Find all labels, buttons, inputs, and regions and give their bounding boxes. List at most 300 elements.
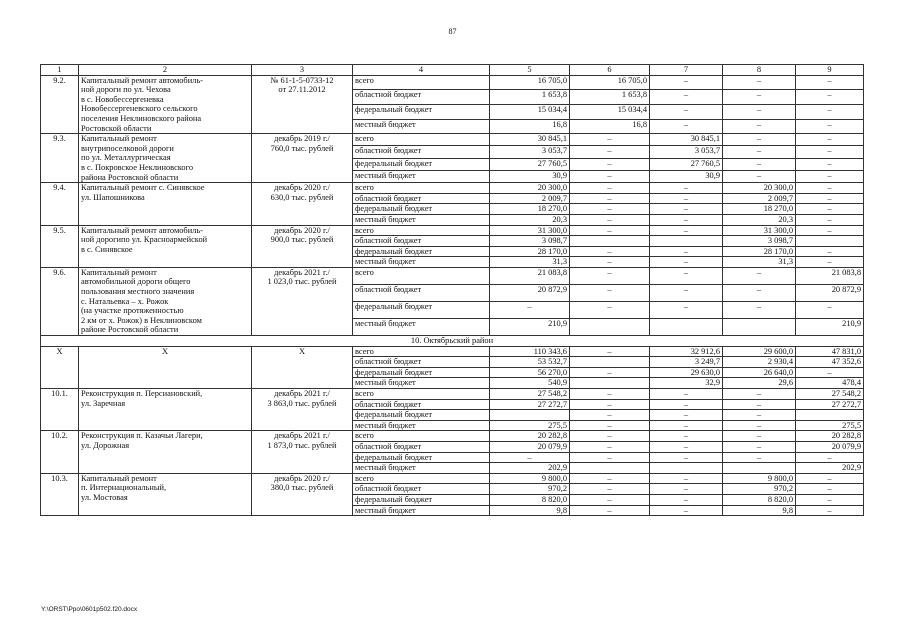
amount-cell: –	[650, 301, 723, 318]
funding-source: областной бюджет	[353, 146, 490, 158]
amount-cell: –	[650, 284, 723, 301]
amount-cell: –	[723, 170, 796, 182]
item-document-line: декабрь 2020 г./	[274, 225, 330, 235]
amount-cell: 30,9	[650, 170, 723, 182]
amount-cell: –	[796, 204, 864, 215]
amount-cell: 20 300,0	[490, 183, 570, 194]
funding-source: местный бюджет	[353, 170, 490, 182]
funding-source: местный бюджет	[353, 505, 490, 516]
amount-cell: 9,8	[490, 505, 570, 516]
amount-cell: 9 800,0	[490, 473, 570, 484]
amount-cell: –	[723, 158, 796, 170]
item-name-line: Капитальный ремонт	[81, 134, 157, 144]
amount-cell: –	[570, 267, 650, 284]
amount-cell: –	[650, 431, 723, 442]
item-document	[252, 225, 353, 267]
amount-cell: 16,8	[570, 119, 650, 134]
item-name	[79, 267, 252, 335]
amount-cell: 27 272,7	[796, 399, 864, 410]
amount-cell: 275,5	[796, 420, 864, 431]
amount-cell: –	[650, 473, 723, 484]
amount-cell: 32 912,6	[650, 346, 723, 357]
item-number: 9.4.	[41, 183, 79, 225]
amount-cell: –	[570, 301, 650, 318]
funding-source: областной бюджет	[353, 484, 490, 495]
amount-cell: –	[650, 183, 723, 194]
amount-cell: –	[570, 246, 650, 257]
amount-cell: 20 300,0	[723, 183, 796, 194]
funding-source: областной бюджет	[353, 357, 490, 368]
table-row	[41, 267, 864, 284]
item-document-line: № 61-1-5-0733-12	[270, 75, 334, 85]
amount-cell: 20 079,9	[490, 441, 570, 452]
amount-cell: –	[650, 204, 723, 215]
amount-cell: –	[650, 505, 723, 516]
amount-cell: –	[490, 301, 570, 318]
amount-cell	[650, 236, 723, 247]
table-row	[41, 473, 864, 484]
item-name-line: с. Натальевка – х. Рожок	[81, 296, 169, 306]
item-name-line: в с. Новобессергеневка	[81, 94, 164, 104]
funding-source: областной бюджет	[353, 193, 490, 204]
item-name-line: пользования местного значения	[81, 287, 195, 297]
amount-cell	[796, 236, 864, 247]
amount-cell: –	[796, 170, 864, 182]
amount-cell: 31 300,0	[490, 225, 570, 236]
amount-cell	[650, 318, 723, 335]
item-document-line: декабрь 2021 г./	[274, 431, 330, 441]
funding-source: всего	[353, 267, 490, 284]
amount-cell: –	[723, 146, 796, 158]
amount-cell: –	[570, 183, 650, 194]
amount-cell: –	[650, 267, 723, 284]
amount-cell: 2 009,7	[723, 193, 796, 204]
amount-cell: –	[650, 90, 723, 105]
funding-source: местный бюджет	[353, 214, 490, 225]
amount-cell: –	[570, 214, 650, 225]
amount-cell: –	[570, 389, 650, 400]
amount-cell: –	[650, 484, 723, 495]
amount-cell: –	[570, 484, 650, 495]
amount-cell: 110 343,6	[490, 346, 570, 357]
amount-cell: –	[723, 267, 796, 284]
amount-cell: –	[723, 104, 796, 119]
amount-cell: 1 653,8	[490, 90, 570, 105]
table-row	[41, 389, 864, 400]
amount-cell: 53 532,7	[490, 357, 570, 368]
item-name-line: Капитальный ремонт автомобиль-	[81, 75, 203, 85]
funding-source: областной бюджет	[353, 284, 490, 301]
amount-cell: –	[796, 146, 864, 158]
funding-source: местный бюджет	[353, 378, 490, 389]
amount-cell: –	[796, 183, 864, 194]
amount-cell: –	[570, 494, 650, 505]
item-document-line: декабрь 2020 г./	[274, 183, 330, 193]
amount-cell: 20 282,8	[796, 431, 864, 442]
amount-cell: 210,9	[490, 318, 570, 335]
item-name-line: Капитальный ремонт	[81, 473, 157, 483]
column-number-cell: 8	[723, 65, 796, 76]
amount-cell: –	[796, 494, 864, 505]
funding-source: местный бюджет	[353, 463, 490, 474]
amount-cell: –	[570, 204, 650, 215]
amount-cell: 29,6	[723, 378, 796, 389]
amount-cell: 27 272,7	[490, 399, 570, 410]
amount-cell: –	[570, 158, 650, 170]
funding-source: федеральный бюджет	[353, 494, 490, 505]
funding-source: областной бюджет	[353, 236, 490, 247]
item-number: 9.3.	[41, 134, 79, 183]
item-document-line: 630,0 тыс. рублей	[270, 192, 334, 202]
item-number: 10.2.	[41, 431, 79, 473]
amount-cell: 2 930,4	[723, 357, 796, 368]
item-name-line: 2 км от х. Рожок) в Неклиновском	[81, 315, 202, 325]
item-name	[79, 225, 252, 267]
amount-cell: –	[723, 452, 796, 463]
item-name-line: в с. Покровское Неклиновского	[81, 162, 194, 172]
amount-cell: –	[650, 225, 723, 236]
amount-cell: 31,3	[490, 257, 570, 268]
table-row	[41, 75, 864, 90]
amount-cell: –	[796, 193, 864, 204]
amount-cell: 27 760,5	[490, 158, 570, 170]
item-number: 9.5.	[41, 225, 79, 267]
amount-cell: –	[650, 420, 723, 431]
item-name	[79, 75, 252, 134]
funding-source: всего	[353, 389, 490, 400]
amount-cell: 9 800,0	[723, 473, 796, 484]
amount-cell: 21 083,8	[490, 267, 570, 284]
column-number-cell: 4	[353, 65, 490, 76]
amount-cell: –	[570, 134, 650, 146]
amount-cell	[723, 463, 796, 474]
column-number-cell: 3	[252, 65, 353, 76]
funding-source: всего	[353, 75, 490, 90]
amount-cell: –	[570, 399, 650, 410]
amount-cell: 20 872,9	[490, 284, 570, 301]
item-name-line: (на участке протяженностью	[81, 306, 184, 316]
amount-cell: –	[650, 104, 723, 119]
amount-cell: 20 872,9	[796, 284, 864, 301]
item-document	[252, 134, 353, 183]
amount-cell: 16 705,0	[570, 75, 650, 90]
amount-cell: –	[723, 441, 796, 452]
item-name-line: Ростовской области	[81, 123, 152, 133]
item-document	[252, 75, 353, 134]
item-name-line: Новобессергеневского сельского	[81, 104, 198, 114]
amount-cell: 275,5	[490, 420, 570, 431]
amount-cell: 202,9	[796, 463, 864, 474]
funding-source: всего	[353, 134, 490, 146]
amount-cell: –	[570, 170, 650, 182]
amount-cell: 3 053,7	[490, 146, 570, 158]
table-row	[41, 346, 864, 357]
item-number: 9.6.	[41, 267, 79, 335]
amount-cell: 29 630,0	[650, 367, 723, 378]
amount-cell: 16,8	[490, 119, 570, 134]
amount-cell: 970,2	[723, 484, 796, 495]
item-name	[79, 473, 252, 515]
amount-cell: –	[570, 193, 650, 204]
amount-cell: –	[796, 505, 864, 516]
funding-source: всего	[353, 431, 490, 442]
amount-cell: 20,3	[490, 214, 570, 225]
amount-cell: –	[723, 399, 796, 410]
item-name-line: ул. Заречная	[81, 398, 126, 408]
amount-cell: –	[650, 246, 723, 257]
item-number: 10.3.	[41, 473, 79, 515]
item-name-line: Капитальный ремонт	[81, 267, 157, 277]
amount-cell: –	[723, 75, 796, 90]
column-number-row	[41, 65, 864, 76]
amount-cell: 970,2	[490, 484, 570, 495]
amount-cell: –	[650, 410, 723, 421]
funding-source: федеральный бюджет	[353, 410, 490, 421]
amount-cell: –	[650, 119, 723, 134]
amount-cell: –	[570, 473, 650, 484]
amount-cell: –	[650, 75, 723, 90]
amount-cell: –	[570, 420, 650, 431]
item-document	[252, 473, 353, 515]
item-name-line: ул. Дорожная	[81, 440, 130, 450]
page-number: 87	[448, 27, 457, 36]
funding-source: федеральный бюджет	[353, 104, 490, 119]
item-name-line: Реконструкция п. Персиановский,	[81, 389, 203, 398]
amount-cell: –	[490, 452, 570, 463]
item-document	[252, 431, 353, 473]
column-number-cell: 9	[796, 65, 864, 76]
item-name-line: Капитальный ремонт с. Синявское	[81, 183, 205, 193]
amount-cell: –	[723, 119, 796, 134]
amount-cell: 2 009,7	[490, 193, 570, 204]
amount-cell: –	[796, 214, 864, 225]
amount-cell: –	[723, 134, 796, 146]
amount-cell: –	[796, 90, 864, 105]
amount-cell: 210,9	[796, 318, 864, 335]
amount-cell: –	[570, 367, 650, 378]
amount-cell: –	[723, 389, 796, 400]
amount-cell: –	[796, 301, 864, 318]
item-document-line: 900,0 тыс. рублей	[270, 235, 334, 245]
item-name-line: ул. Шапошникова	[81, 192, 145, 202]
funding-source: федеральный бюджет	[353, 246, 490, 257]
item-name-line: п. Интернациональный,	[81, 483, 167, 493]
table-row	[41, 183, 864, 194]
amount-cell: –	[723, 284, 796, 301]
amount-cell: 32,9	[650, 378, 723, 389]
item-number: Х	[41, 346, 79, 388]
item-document-line: 380,0 тыс. рублей	[270, 483, 334, 493]
item-document-line: декабрь 2021 г./	[274, 267, 330, 277]
region-row	[41, 336, 864, 347]
amount-cell: 31,3	[723, 257, 796, 268]
amount-cell	[570, 236, 650, 247]
item-document	[252, 267, 353, 335]
item-number: 10.1.	[41, 389, 79, 431]
column-number-cell: 2	[79, 65, 252, 76]
amount-cell: 21 083,8	[796, 267, 864, 284]
amount-cell	[570, 463, 650, 474]
amount-cell: 202,9	[490, 463, 570, 474]
amount-cell	[723, 318, 796, 335]
amount-cell: 47 831,0	[796, 346, 864, 357]
amount-cell: –	[650, 214, 723, 225]
amount-cell	[490, 410, 570, 421]
amount-cell: –	[650, 399, 723, 410]
amount-cell: –	[723, 420, 796, 431]
amount-cell: 27 548,2	[796, 389, 864, 400]
amount-cell	[650, 463, 723, 474]
amount-cell: 15 034,4	[490, 104, 570, 119]
amount-cell: 20,3	[723, 214, 796, 225]
funding-source: федеральный бюджет	[353, 204, 490, 215]
amount-cell: –	[650, 257, 723, 268]
item-name-line: внутрипоселковой дороги	[81, 143, 174, 153]
amount-cell	[570, 318, 650, 335]
amount-cell: –	[570, 452, 650, 463]
amount-cell: –	[796, 484, 864, 495]
table-row	[41, 134, 864, 146]
funding-source: областной бюджет	[353, 441, 490, 452]
amount-cell: 31 300,0	[723, 225, 796, 236]
item-name	[79, 346, 252, 388]
column-number-cell: 5	[490, 65, 570, 76]
amount-cell: –	[723, 410, 796, 421]
item-document-line: 3 863,0 тыс. рублей	[267, 398, 337, 408]
column-number-cell: 1	[41, 65, 79, 76]
funding-source: всего	[353, 346, 490, 357]
amount-cell: 30 845,1	[650, 134, 723, 146]
amount-cell: –	[570, 505, 650, 516]
item-name	[79, 183, 252, 225]
amount-cell: –	[570, 410, 650, 421]
amount-cell: –	[570, 431, 650, 442]
region-title: 10. Октябрьский район	[41, 336, 864, 347]
amount-cell: 28 170,0	[723, 246, 796, 257]
item-name-line: Капитальный ремонт автомобиль-	[81, 225, 203, 235]
amount-cell	[570, 357, 650, 368]
amount-cell: –	[650, 389, 723, 400]
amount-cell	[796, 410, 864, 421]
amount-cell: 28 170,0	[490, 246, 570, 257]
table-row	[41, 431, 864, 442]
item-document-line: декабрь 2021 г./	[274, 389, 330, 398]
amount-cell: –	[650, 441, 723, 452]
amount-cell: 3 249,7	[650, 357, 723, 368]
item-document	[252, 346, 353, 388]
item-document-line: Х	[298, 346, 306, 356]
amount-cell: 27 548,2	[490, 389, 570, 400]
amount-cell: 29 600,0	[723, 346, 796, 357]
amount-cell: –	[723, 90, 796, 105]
amount-cell: 478,4	[796, 378, 864, 389]
amount-cell: –	[650, 452, 723, 463]
item-name-line: поселения Неклиновского района	[81, 113, 202, 123]
budget-table	[40, 64, 864, 516]
amount-cell: –	[796, 246, 864, 257]
funding-source: федеральный бюджет	[353, 301, 490, 318]
amount-cell: –	[796, 75, 864, 90]
item-name-line: по ул. Металлургическая	[81, 153, 171, 163]
item-name-line: района Ростовской области	[81, 172, 179, 182]
amount-cell: 27 760,5	[650, 158, 723, 170]
item-document-line: 760,0 тыс. рублей	[270, 143, 334, 153]
item-document	[252, 389, 353, 431]
amount-cell: 18 270,0	[723, 204, 796, 215]
item-number: 9.2.	[41, 75, 79, 134]
funding-source: всего	[353, 225, 490, 236]
amount-cell: 26 640,0	[723, 367, 796, 378]
amount-cell: –	[650, 193, 723, 204]
item-document-line: декабрь 2019 г./	[274, 134, 330, 144]
item-name-line: Х	[161, 346, 169, 356]
amount-cell: –	[723, 431, 796, 442]
funding-source: всего	[353, 473, 490, 484]
amount-cell: –	[796, 119, 864, 134]
funding-source: местный бюджет	[353, 318, 490, 335]
column-number-cell: 7	[650, 65, 723, 76]
table-row	[41, 225, 864, 236]
amount-cell: 540,9	[490, 378, 570, 389]
item-name-line: Реконструкция п. Казачьи Лагери,	[81, 431, 203, 441]
amount-cell: 1 653,8	[570, 90, 650, 105]
amount-cell: 3 098,7	[723, 236, 796, 247]
funding-source: местный бюджет	[353, 420, 490, 431]
amount-cell: –	[796, 367, 864, 378]
amount-cell: 30 845,1	[490, 134, 570, 146]
item-name-line: автомобильной дороги общего	[81, 277, 191, 287]
item-name	[79, 389, 252, 431]
amount-cell: 20 079,9	[796, 441, 864, 452]
amount-cell: –	[570, 284, 650, 301]
funding-source: всего	[353, 183, 490, 194]
item-document-line: 1 023,0 тыс. рублей	[267, 277, 337, 287]
amount-cell: –	[570, 146, 650, 158]
item-name	[79, 431, 252, 473]
item-name-line: в с. Синявское	[81, 244, 133, 254]
item-name-line: ной дорогипо ул. Красноармейской	[81, 235, 208, 245]
funding-source: областной бюджет	[353, 90, 490, 105]
amount-cell: –	[570, 225, 650, 236]
item-name	[79, 134, 252, 183]
amount-cell	[570, 378, 650, 389]
amount-cell: –	[650, 494, 723, 505]
item-document-line: от 27.11.2012	[278, 85, 326, 95]
amount-cell: 8 820,0	[490, 494, 570, 505]
funding-source: местный бюджет	[353, 119, 490, 134]
amount-cell: –	[796, 104, 864, 119]
amount-cell: –	[796, 158, 864, 170]
amount-cell: –	[570, 441, 650, 452]
amount-cell: –	[723, 301, 796, 318]
item-document-line: декабрь 2020 г./	[274, 473, 330, 483]
amount-cell: 18 270,0	[490, 204, 570, 215]
column-number-cell: 6	[570, 65, 650, 76]
amount-cell: 3 053,7	[650, 146, 723, 158]
amount-cell: 30,9	[490, 170, 570, 182]
amount-cell: 3 098,7	[490, 236, 570, 247]
amount-cell: 47 352,6	[796, 357, 864, 368]
amount-cell: –	[796, 134, 864, 146]
amount-cell: 16 705,0	[490, 75, 570, 90]
amount-cell: –	[796, 452, 864, 463]
item-name-line: ной дороги по ул. Чехова	[81, 85, 171, 95]
item-name-line: ул. Мостовая	[81, 492, 128, 502]
amount-cell: –	[570, 257, 650, 268]
amount-cell: 56 270,0	[490, 367, 570, 378]
amount-cell: 9,8	[723, 505, 796, 516]
item-document-line: 1 873,0 тыс. рублей	[267, 440, 337, 450]
